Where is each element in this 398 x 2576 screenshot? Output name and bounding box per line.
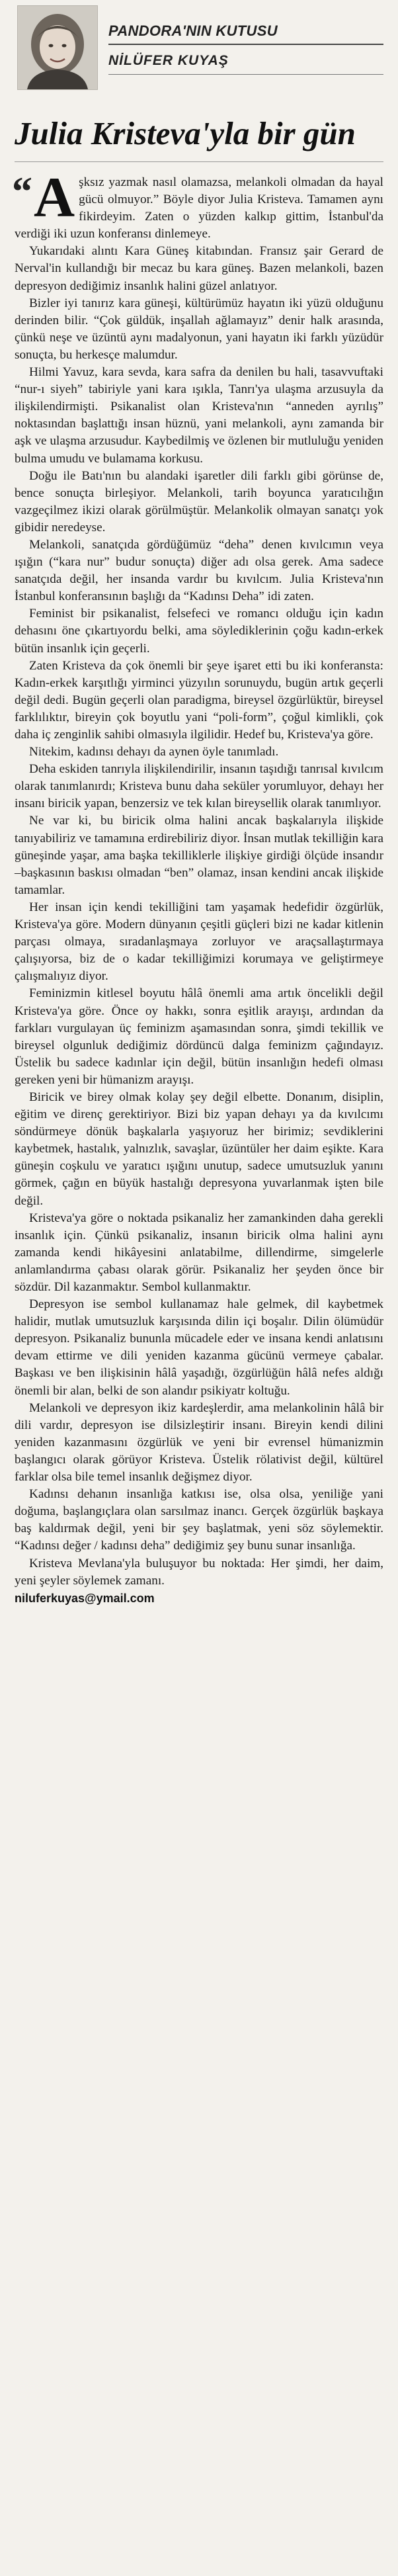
body-paragraph: Biricik ve birey olmak kolay şey değil elbette. Donanım, disiplin, eğitim ve direnç gerektiriyor. Bizi biz yapan dehayı ya da kıvılcımı söndürmeye dönük başkalarla yaşıyoruz her birimiz; sevdiklerini kaybetmek, hastalık, yalnızlık, savaşlar, üzüntüler her daim eşikte. Kara güneşin coşkulu ve yaratıcı ışığını unutup, sadece umutsuzluk yanını görmek, çağın en büyük hastalığı depresyona yuvarlanmak işten bile değil.	[15, 1090, 383, 1208]
author-email-link[interactable]: niluferkuyas@ymail.com	[15, 1591, 155, 1605]
body-paragraph: Zaten Kristeva da çok önemli bir şeye işaret etti bu iki konferansta: Kadın-erkek karşıtlığı yirminci yüzyılın sorunuydu, bugün artık geçerli değil dedi. Bugün geçerli olan paradigma, bireysel özgürlüktür, bireysel farklılıktır, bireyin çok boyutlu yani “poli-form”, çoğul kimlikli, çok daha iç zenginlik sahibi olmasıyla ilgilidir. Hedef bu, Kristeva'ya göre.	[15, 658, 383, 742]
column-title: PANDORA'NIN KUTUSU	[108, 22, 383, 45]
body-paragraph: Feminist bir psikanalist, felsefeci ve romancı olduğu için kadın dehasını öne çıkartıyordu belki, ama söylediklerinin çoğu kadın-erkek bütün insanlık için geçerli.	[15, 607, 383, 656]
body-paragraph: Kristeva Mevlana'yla buluşuyor bu noktada: Her şimdi, her daim, yeni şeyler söylemek zamanı.	[15, 1556, 383, 1588]
body-paragraph: Feminizmin kitlesel boyutu hâlâ önemli ama artık öncelikli değil Kristeva'ya göre. Önce oy hakkı, sonra eşitlik arayışı, ardından da farkları vurgulayan üç feminizm aşamasından sonra, şimdi tekillik ve bireysel olgunluk dediğimiz dördüncü dalga feminizm çağındayız. Üstelik bu sadece kadınlar için değil, bütün insanlığın hedefi olması gereken yeni bir hümanizm arayışı.	[15, 986, 383, 1087]
body-paragraph: Kristeva'ya göre o noktada psikanaliz her zamankinden daha gerekli insanlık için. Çünkü psikanaliz, insanın biricik olma halini aynı zamanda kendi hikâyesini anlatabilme, dillendirme, simgelerle anlamlandırma çabası olarak görür. Psikanaliz her şeyden önce bir sözdür. Dil kazanmaktır. Sembol kullanmaktır.	[15, 1211, 383, 1294]
author-portrait-icon	[18, 6, 97, 89]
body-paragraph: Kadınsı dehanın insanlığa katkısı ise, olsa olsa, yeniliğe yani doğuma, başlangıçlara olan sarsılmaz inancı. Gerçek özgürlük başkaya baş kaldırmak değil, yeni bir şey başlatmak, yeni söz söylemektir. “Kadınsı değer / kadınsı deha” dediğimiz şey bunu sunar insanlığa.	[15, 1487, 383, 1553]
body-paragraph: Doğu ile Batı'nın bu alandaki işaretler dili farklı gibi görünse de, bence sonuçta birleşiyor. Melankoli, tarih boyunca yaratıcılığın vazgeçilmez ikizi olarak görülmüştür. Melankolik olmayan sanatçı yok gibidir neredeyse.	[15, 468, 383, 535]
body-paragraph: Bizler iyi tanırız kara güneşi, kültürümüz hayatın iki yüzü olduğunu derinden bilir. “Çok güldük, inşallah ağlamayız” denir halk arasında, çünkü neşe ve üzüntü aynı madalyonun, yani hayatın iki farklı yüzüdür sonuçta, bu herkesçe malumdur.	[15, 296, 383, 362]
article-body	[12, 165, 383, 1607]
body-paragraph: Deha eskiden tanrıyla ilişkilendirilir, insanın taşıdığı tanrısal kıvılcım olarak tanımlanırdı; Kristeva bunu daha seküler yorumluyor, dehayı her insanı biricik yapan, benzersiz ve tek kılan bireysellik olarak tanımlıyor.	[15, 762, 383, 811]
body-paragraph: Melankoli ve depresyon ikiz kardeşlerdir, ama melankolinin hâlâ bir dili vardır, depresyon ise dilsizleştirir insanı. Bireyin kendi dilini yeniden kazanmasını özgürlük ve yeni bir evrensel hümanizmin başlangıcı olarak görüyor Kristeva. Üstelik rölativist değil, kültürel farklar olsa bile temel insanlık değişmez diyor.	[15, 1400, 383, 1484]
body-paragraph: Yukarıdaki alıntı Kara Güneş kitabından. Fransız şair Gerard de Nerval'in kullandığı bir mecaz bu kara güneş. Bazen melankoli, bazen depresyon dediğimiz insanlık halini güzel anlatıyor.	[15, 244, 383, 293]
author-name: NİLÜFER KUYAŞ	[108, 53, 383, 75]
body-paragraph: Melankoli, sanatçıda gördüğümüz “deha” denen kıvılcımın veya ışığın (“kara nur” budur sonuçta) diğer adı olsa gerek. Ama sadece sanatçıda değil, her insanda vardır bu kıvılcım. Julia Kristeva'nın İstanbul konferansının başlığı da “Kadınsı Deha” idi zaten.	[15, 537, 383, 604]
body-paragraph: Hilmi Yavuz, kara sevda, kara safra da denilen bu hali, tasavvuftaki “nur-ı siyeh” tabiriyle yani kara ışıkla, Tanrı'ya ulaşma arzusuyla da ilişkilendirmişti. Psikanalist olan Kristeva'nın “anneden ayrılış” noktasından başlattığı insan hüznü, yani melankoli, aynı zamanda bir aşk ve ulaşma arzusudur. Kaybedilmiş ve özlenen bir mutluluğu yeniden bulma umudu ve bulamama korkusu.	[15, 365, 383, 466]
column-header	[15, 0, 383, 93]
body-paragraph: Depresyon ise sembol kullanamaz hale gelmek, dil kaybetmek halidir, mutlak umutsuzluk karşısında dilin içi boşalır. Dilin ölümüdür depresyon. Psikanaliz bununla mücadele eder ve insana kendi anlatısını devam ettirme ve dili yeniden kazanma gücünü vermeye çabalar. Başkası ve ben ilişkisinin hâlâ yaşadığı, özgürlüğün hâlâ nefes aldığı önemli bir alan, belki de son alandır psikiyatr koltuğu.	[15, 1297, 383, 1398]
article-headline: Julia Kristeva'yla bir gün	[15, 115, 383, 162]
lead-paragraph	[12, 165, 383, 243]
lead-text: şksız yazmak nasıl olamazsa, melankoli olmadan da hayal gücü olmuyor.” Böyle diyor Julia Kristeva. Tamamen aynı fikirdeyim. Zaten o yüzden kalkıp gittim, İstanbul'da verdiği iki uzun konferansı dinlemeye.	[15, 175, 383, 241]
opening-quote-mark: “	[12, 169, 32, 214]
body-paragraph: Ne var ki, bu biricik olma halini ancak başkalarıyla ilişkide tanıyabiliriz ve tamamına erdirebiliriz diyor. İnsan mutlak tekilliğin kara güneşinde yaşar, ama başka tekilliklerle ilişkiye girdiği ölçüde insandır –başkasının baskısı olmadan “ben” olamaz, insan kendini ancak ilişkide tamamlar.	[15, 814, 383, 897]
drop-cap: A	[34, 165, 75, 229]
body-paragraph: Her insan için kendi tekilliğini tam yaşamak hedefidir özgürlük, Kristeva'ya göre. Modern dünyanın çeşitli güçleri bizi ne kadar kitlenin parçası olmaya, sıradanlaşmaya zorluyor ve araçsallaştırmaya çalışıyorsa, biz de o kadar tekilliğimizi korumaya ve geliştirmeye çalışmalıyız diyor.	[15, 900, 383, 984]
body-paragraph: Nitekim, kadınsı dehayı da aynen öyle tanımladı.	[29, 745, 279, 759]
author-photo	[17, 5, 98, 90]
